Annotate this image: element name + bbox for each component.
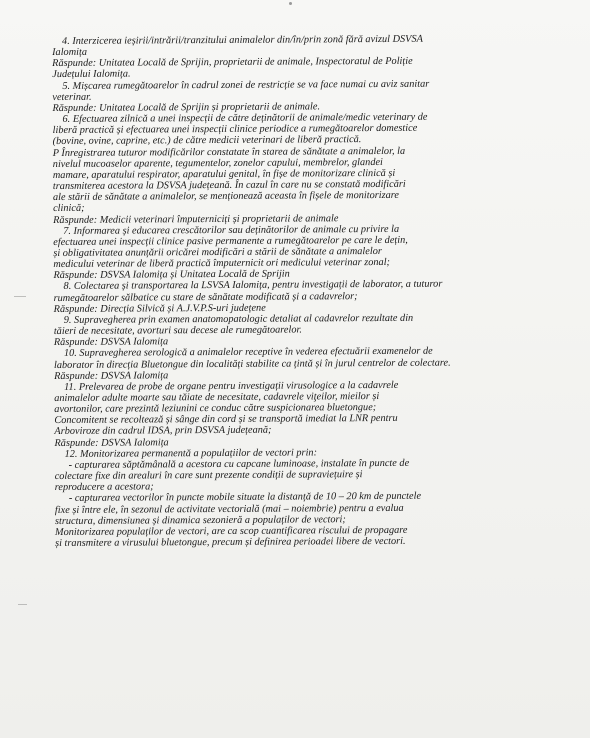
text-line: Arboviroze din cadrul IDSA, prin DSVSA județeană; xyxy=(54,425,272,438)
text-line: Monitorizarea populaților de vectori, are ca scop cuantificarea riscului de propagare xyxy=(54,524,408,538)
text-line: P Înregistrarea tuturor modificărilor constatate în starea de sănătate a animalelor, la xyxy=(52,145,406,159)
text-line: rumegătoarelor sălbatice cu stare de sănătate modificată și a cadavrelor; xyxy=(53,290,358,304)
text-line: 5. Mișcarea rumegătoarelor în cadrul zonei de restricție se va face numai cu aviz sanitar xyxy=(62,78,430,92)
text-line: Răspunde: Medicii veterinari împuterniciți și proprietarii de animale xyxy=(53,212,339,226)
text-line: Răspunde: DSVSA Ialomița și Unitatea Locală de Sprijin xyxy=(53,268,290,282)
text-line: 6. Efectuarea zilnică a unei inspecții de către deținătorii de animale/medic veterinary de xyxy=(62,111,428,126)
text-line: și transmitere a virusului bluetongue, precum și definirea perioadei libere de vectori. xyxy=(55,535,406,550)
text-line: 4. Interzicerea ieșirii/intrării/tranzitului animalelor din/în/prin zonă fără avizul DSVSA xyxy=(61,33,423,47)
text-line: structura, dimensiunea și dinamica sezonieră a populaților de vectori; xyxy=(54,513,346,527)
text-line: (bovine, ovine, caprine, etc.) de către medicii veterinari de liberă practică. xyxy=(52,134,362,148)
text-line: mamare, aparatului respirator, aparatului genital, în fișe de monitorizare clinică și xyxy=(52,167,396,181)
text-line: clinică; xyxy=(53,203,85,215)
text-line: Răspunde: DSVSA Ialomița xyxy=(54,436,169,449)
punch-mark-left-lower xyxy=(18,604,27,605)
text-line: - capturarea vectorilor în puncte mobile situate la distanță de 10 – 20 km de punctele xyxy=(68,491,422,505)
document-text xyxy=(52,33,563,549)
text-line: Județului Ialomița. xyxy=(52,68,131,81)
text-line: efectuarea unei inspecții clinice pasive permanente a rumegătoarelor pe care le dețin, xyxy=(53,234,408,248)
text-line: 9. Supravegherea prin examen anatomopatologic detaliat al cadavrelor rezultate din xyxy=(63,312,414,326)
text-line: 10. Supravegherea serologică a animalelor receptive în vederea efectuării examenelor de xyxy=(63,346,433,360)
text-line: veterinar. xyxy=(52,91,92,103)
text-line: Răspunde: Direcția Silvică și A.J.V.P.S-uri județene xyxy=(53,302,266,315)
text-line: laborator în direcția Bluetongue din localități stabilite ca țintă și în jurul centrelor de colectare. xyxy=(53,357,451,371)
text-line: animalelor adulte moarte sau tăiate de necesitate, cadavrele viţeilor, mieilor și xyxy=(54,391,380,404)
text-line: și obligativitatea anunțării oricărei modificări a stării de sănătate a animalelor xyxy=(53,245,382,259)
text-line: medicului veterinar de liberă practică împuternicit ori medicului veterinar zonal; xyxy=(53,257,391,271)
text-line: 11. Prelevarea de probe de organe pentru investigații virusologice a la cadavrele xyxy=(64,379,399,393)
text-line: fixe și între ele, în sezonul de activitate vectorială (mai – noiembrie) pentru a evalua xyxy=(54,502,404,516)
text-line: 7. Informarea și educarea crescătorilor sau deținătorilor de animale cu privire la xyxy=(63,223,400,237)
text-line: reproducere a acestora; xyxy=(54,481,154,494)
text-line: Răspunde: DSVSA Ialomița xyxy=(53,336,169,349)
text-line: transmiterea acestora la DSVSA județeană. În cazul în care nu se constată modificări xyxy=(52,178,406,193)
text-line: ale stării de sănătate a animalelor, se menționează aceasta în fișele de monitorizare xyxy=(52,190,399,204)
text-line: liberă practică și efectuarea unei inspecții clinice periodice a rumegătoarelor domestice xyxy=(52,123,418,137)
text-line: 8. Colectarea și transportarea la LSVSA Ialomița, pentru investigații de laborator, a tuturor xyxy=(63,279,443,293)
punch-mark-top xyxy=(289,2,292,5)
punch-mark-left xyxy=(14,296,26,297)
text-line: - capturarea săptămânală a acestora cu capcane luminoase, instalate în puncte de xyxy=(68,457,410,471)
text-line: Răspunde: Unitatea Locală de Sprijin, proprietarii de animale, Inspectoratul de Poliție xyxy=(52,56,413,70)
text-line: nivelul mucoaselor aparente, tegumentelor, zonelor capului, membrelor, glandei xyxy=(52,156,383,170)
text-line: 12. Monitorizarea permanentă a populațiilor de vectori prin: xyxy=(64,447,318,460)
text-line: avortonilor, care prezintă leziunini ce conduc către suspicionarea bluetongue; xyxy=(54,402,377,416)
text-line: Concomitent se recoltează și sânge din cord și se transportă imediat la LNR pentru xyxy=(54,413,398,427)
text-line: Răspunde: Unitatea Locală de Sprijin și proprietarii de animale. xyxy=(52,101,321,114)
text-line: tăieri de necesitate, avorturi sau decese ale rumegătoarelor. xyxy=(53,324,302,338)
text-line: Ialomița xyxy=(52,46,88,59)
text-line: colectare fixe din arealuri în care sunt prezente condiții de supraviețuire și xyxy=(54,469,363,483)
text-line: Răspunde: DSVSA Ialomița xyxy=(54,369,169,382)
